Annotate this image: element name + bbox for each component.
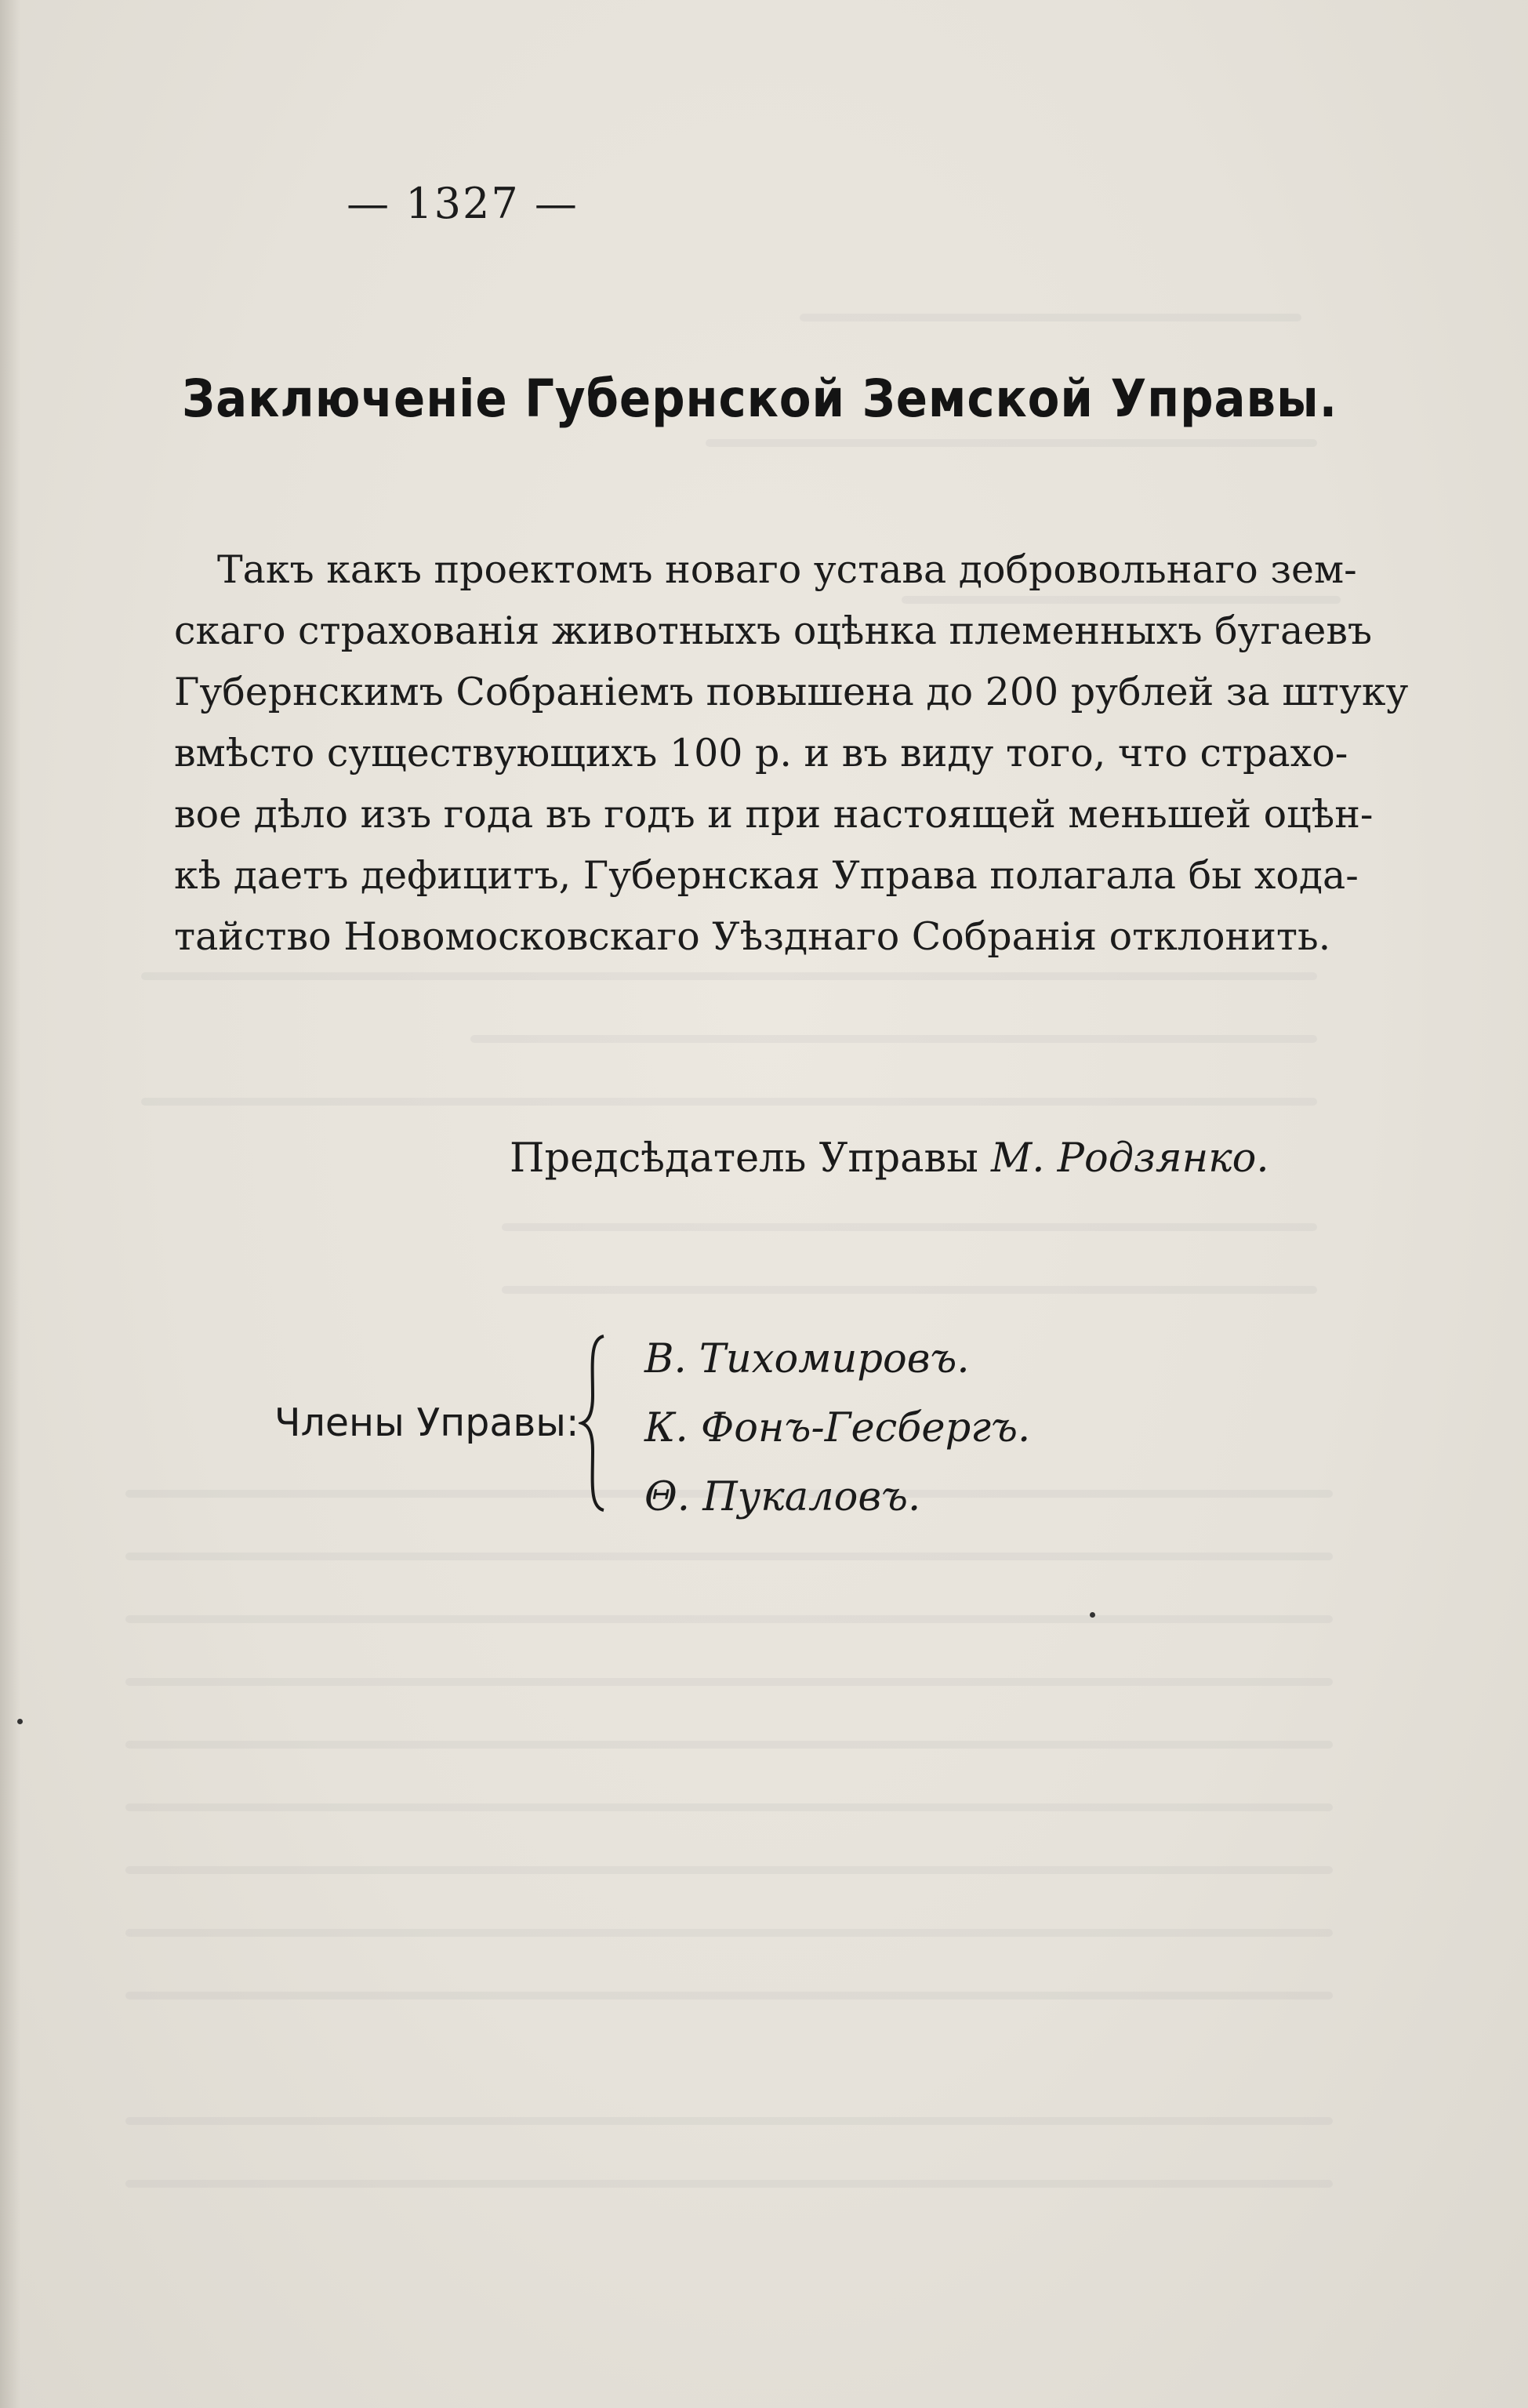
paragraph-line: вое дѣло изъ года въ годъ и при настоящей меньшей оцѣн- (174, 792, 1374, 837)
paragraph-line: скаго страхованія животныхъ оцѣнка племенныхъ бугаевъ (174, 608, 1373, 653)
page-number: — 1327 — (347, 179, 579, 228)
page-edge-shadow (0, 0, 20, 2408)
speck-mark (17, 1719, 23, 1724)
members-list (644, 1325, 1030, 1532)
section-title: Заключеніе Губернской Земской Управы. (182, 369, 1338, 429)
paragraph-line: Губернскимъ Собраніемъ повышена до 200 рублей за штуку (174, 670, 1409, 714)
members-label: Члены Управы: (274, 1400, 579, 1445)
paragraph-line: Такъ какъ проектомъ новаго устава добровольнаго зем- (217, 547, 1357, 592)
member-name: В. Тихомировъ. (644, 1336, 970, 1382)
speck-mark (1090, 1612, 1095, 1618)
body-paragraph (174, 539, 1409, 968)
chairman-label: Предсѣдатель Управы (510, 1135, 978, 1182)
paragraph-line: вмѣсто существующихъ 100 р. и въ виду того, что страхо- (174, 731, 1348, 775)
paragraph-line: кѣ даетъ дефицитъ, Губернская Управа полагала бы хода- (174, 853, 1359, 898)
member-name: Θ. Пукаловъ. (644, 1474, 921, 1520)
chairman-signature (510, 1135, 1269, 1182)
member-name: К. Фонъ-Гесбергъ. (644, 1405, 1031, 1451)
curly-brace-icon (579, 1333, 610, 1513)
chairman-name: М. Родзянко. (991, 1135, 1269, 1182)
paragraph-line: тайство Новомосковскаго Уѣзднаго Собранія отклонить. (174, 914, 1331, 959)
